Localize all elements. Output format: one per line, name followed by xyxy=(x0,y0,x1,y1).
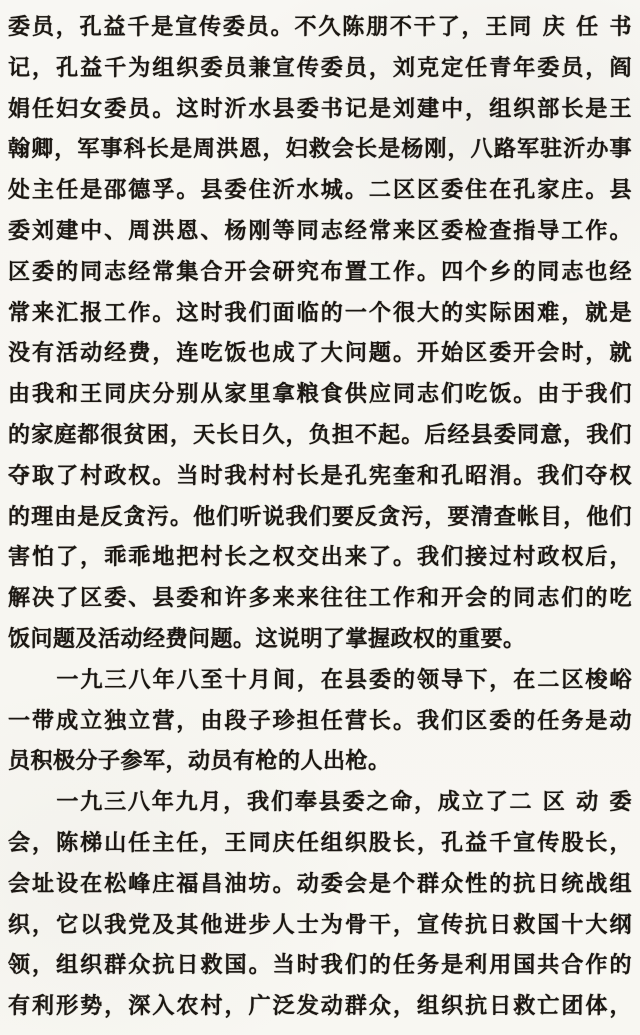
text-line: 处主任是邵德孚。县委住沂水城。二区区委住在孔家庄。县 xyxy=(8,177,632,204)
text-line: 饭问题及活动经费问题。这说明了掌握政权的重要。 xyxy=(8,625,526,652)
text-line: 会址设在松峰庄福昌油坊。动委会是个群众性的抗日统战组 xyxy=(8,870,632,897)
text-line: 解决了区委、县委和许多来来往往工作和开会的同志们的吃 xyxy=(8,585,632,612)
text-line: 委刘建中、周洪恩、杨刚等同志经常来区委检查指导工作。 xyxy=(8,217,632,244)
text-line: 娟任妇女委员。这时沂水县委书记是刘建中，组织部长是王 xyxy=(8,95,632,122)
text-line: 由我和王同庆分别从家里拿粮食供应同志们吃饭。由于我们 xyxy=(8,381,632,408)
text-line: 害怕了，乖乖地把村长之权交出来了。我们接过村政权后， xyxy=(8,544,632,571)
text-line: 一带成立独立营，由段子珍担任营长。我们区委的任务是动 xyxy=(8,707,632,734)
text-line: 委员，孔益千是宣传委员。不久陈朋不干了，王同 庆 任 书 xyxy=(8,14,632,40)
text-line: 织，它以我党及其他进步人士为骨干，宣传抗日救国十大纲 xyxy=(8,911,632,938)
text-line: 夺取了村政权。当时我村村长是孔宪奎和孔昭涓。我们夺权 xyxy=(8,462,632,489)
text-line: 一九三八年九月，我们奉县委之命，成立了二 区 动 委 xyxy=(56,789,632,816)
text-line: 一九三八年八至十月间，在县委的领导下，在二区梭峪 xyxy=(56,666,632,693)
text-line: 会，陈梯山任主任，王同庆任组织股长，孔益千宣传股长， xyxy=(8,829,632,856)
text-line: 员积极分子参军，动员有枪的人出枪。 xyxy=(8,748,391,775)
text-line: 区委的同志经常集合开会研究布置工作。四个乡的同志也经 xyxy=(8,258,632,285)
text-line: 的理由是反贪污。他们听说我们要反贪污，要清查帐目，他们 xyxy=(8,503,632,530)
text-block xyxy=(8,7,632,1027)
text-line: 的家庭都很贫困，天长日久，负担不起。后经县委同意，我们 xyxy=(8,421,632,448)
text-line: 记，孔益千为组织委员兼宣传委员，刘克定任青年委员，阎 xyxy=(8,54,632,81)
text-line: 常来汇报工作。这时我们面临的一个很大的实际困难，就是 xyxy=(8,299,632,326)
text-line: 没有活动经费，连吃饭也成了大问题。开始区委开会时，就 xyxy=(8,340,632,367)
text-line: 翰卿，军事科长是周洪恩，妇救会长是杨刚，八路军驻沂办事 xyxy=(8,136,632,163)
text-line: 领，组织群众抗日救国。当时我们的任务是利用国共合作的 xyxy=(8,952,632,979)
text-line: 有利形势，深入农村，广泛发动群众，组织抗日救亡团体， xyxy=(8,993,632,1020)
